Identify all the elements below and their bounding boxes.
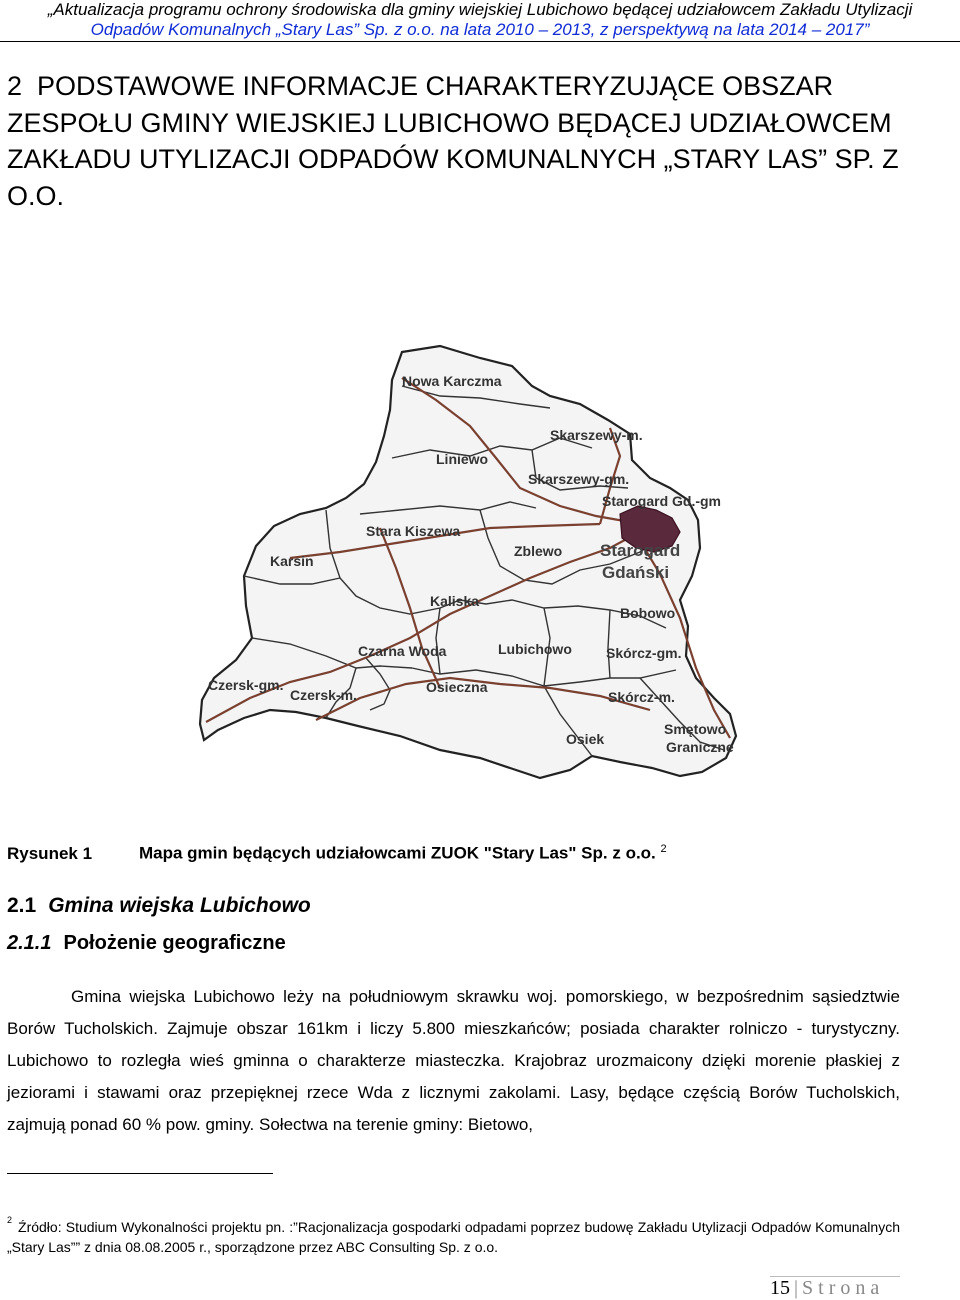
page-number: 15 (770, 1277, 790, 1299)
municipalities-map (140, 338, 780, 808)
label-lubichowo: Lubichowo (498, 641, 572, 657)
chapter-title: PODSTAWOWE INFORMACJE CHARAKTERYZUJĄCE OBSZAR ZESPOŁU GMINY WIEJSKIEJ LUBICHOWO BĘDĄCEJ UDZIAŁOWCEM ZAKŁADU UTYLIZACJI ODPADÓW KOMUNALNYCH „STARY LAS” SP. Z O.O. (7, 71, 899, 211)
label-czarna-woda: Czarna Woda (358, 643, 447, 659)
page-footer (770, 1277, 884, 1300)
figure-caption-text: Mapa gmin będących udziałowcami ZUOK "Stary Las" Sp. z o.o. (139, 843, 656, 863)
footnote-rule (7, 1173, 273, 1174)
label-osiek: Osiek (566, 731, 605, 747)
label-skarszewy-m: Skarszewy-m. (550, 427, 643, 443)
body-text (7, 981, 900, 1141)
label-zblewo: Zblewo (514, 543, 563, 559)
subsection-title: Położenie geograficzne (63, 932, 286, 954)
label-graniczne: Graniczne (666, 739, 734, 755)
header-line-2: Odpadów Komunalnych „Stary Las” Sp. z o.o. na lata 2010 – 2013, z perspektywą na lata 2014 – 2017” (90, 20, 870, 39)
label-nowa-karczma: Nowa Karczma (402, 373, 502, 389)
label-czersk-m: Czersk-m. (290, 687, 357, 703)
subsection-heading (7, 932, 286, 955)
page-word: Strona (802, 1277, 885, 1299)
label-karsin: Karsin (270, 553, 314, 569)
footnote-ref[interactable]: 2 (660, 843, 667, 855)
subsection-number: 2.1.1 (7, 932, 52, 954)
footnote-number: 2 (7, 1215, 13, 1225)
footnote-text: Źródło: Studium Wykonalności projektu pn. :”Racjonalizacja gospodarki odpadami poprzez budowę Zakładu Utylizacji Odpadów Komunalnych „Stary Las”” z dnia 08.08.2005 r., sporządzone przez ABC Consulting Sp. z o.o. (7, 1219, 900, 1255)
label-starogard-gd-gm: Starogard Gd.-gm (602, 493, 722, 509)
section-title: Gmina wiejska Lubichowo (48, 894, 311, 917)
label-kaliska: Kaliska (430, 593, 480, 609)
footnote (7, 1210, 900, 1257)
chapter-heading (7, 68, 907, 214)
label-liniewo: Liniewo (436, 451, 489, 467)
label-skarszewy-gm: Skarszewy-gm. (528, 471, 630, 487)
label-osieczna: Osieczna (426, 679, 488, 695)
label-bobowo: Bobowo (620, 605, 676, 621)
chapter-number: 2 (7, 71, 23, 101)
label-skorcz-m: Skórcz-m. (608, 689, 675, 705)
section-heading (7, 894, 311, 918)
figure-caption (7, 843, 667, 864)
figure-label: Rysunek 1 (7, 843, 93, 863)
label-stara-kiszewa: Stara Kiszewa (366, 523, 461, 539)
header-line-1: „Aktualizacja programu ochrony środowiska dla gminy wiejskiej Lubichowo będącej udziałowcem Zakładu Utylizacji (47, 0, 913, 19)
label-starogard: Starogard (600, 541, 681, 560)
page-separator: | (794, 1277, 799, 1299)
label-smetowo: Smętowo (664, 721, 727, 737)
label-skorcz-gm: Skórcz-gm. (606, 645, 682, 661)
header-rule (0, 41, 960, 42)
running-header (0, 0, 960, 40)
paragraph: Gmina wiejska Lubichowo leży na południowym skrawku woj. pomorskiego, w bezpośrednim sąsiedztwie Borów Tucholskich. Zajmuje obszar 161km i liczy 5.800 mieszkańców; posiada charakter rolniczo - turystyczny. Lubichowo to rozległa wieś gminna o charakterze miasteczka. Krajobraz urozmaicony dzięki morenie płaskiej z jeziorami i stawami oraz przepięknej rzece Wda z licznymi zakolami. Lasy, będące częścią Borów Tucholskich, zajmują ponad 60 % pow. gminy. Sołectwa na terenie gminy: Bietowo, (7, 987, 900, 1134)
label-czersk-gm: Czersk-gm. (208, 677, 284, 693)
label-gdanski: Gdański (602, 563, 670, 582)
section-number: 2.1 (7, 894, 37, 917)
